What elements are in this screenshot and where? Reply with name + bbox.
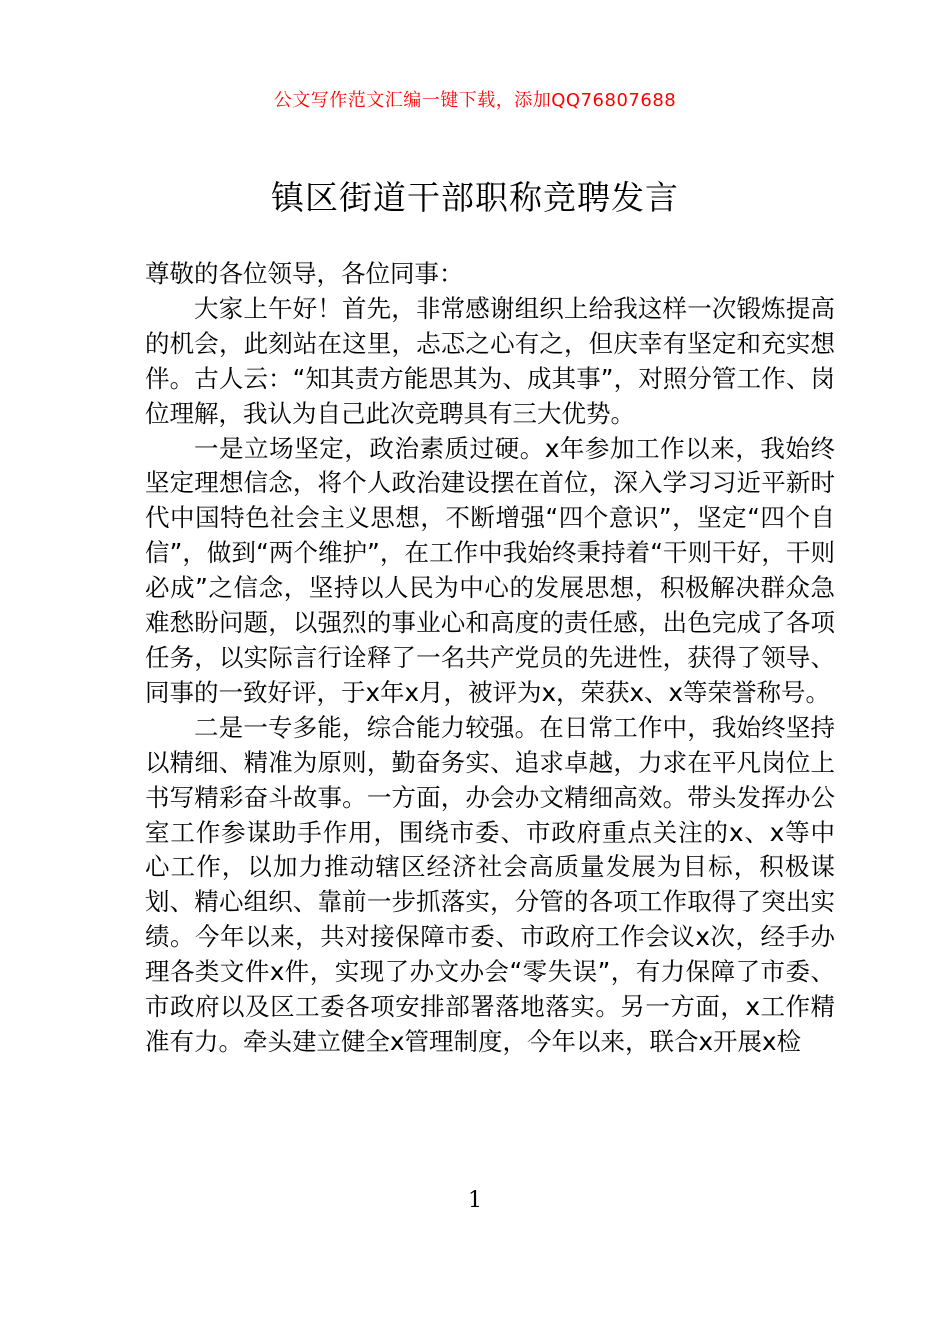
page-number: 1 bbox=[468, 1188, 482, 1213]
paragraph-opening: 大家上午好！首先，非常感谢组织上给我这样一次锻炼提高的机会，此刻站在这里，忐忑之心有之，但庆幸有坚定和充实想伴。古人云：“知其责方能思其为、成其事”，对照分管工作、岗位理解，我认为自己此次竞聘具有三大优势。 bbox=[145, 293, 835, 428]
document-title: 镇区街道干部职称竞聘发言 bbox=[271, 178, 679, 217]
document-body bbox=[145, 257, 835, 1060]
salutation: 尊敬的各位领导，各位同事： bbox=[145, 259, 464, 288]
download-notice[interactable]: 公文写作范文汇编一键下载，添加QQ76807688 bbox=[273, 90, 677, 111]
paragraph-political: 一是立场坚定，政治素质过硬。x年参加工作以来，我始终坚定理想信念，将个人政治建设摆在首位，深入学习习近平新时代中国特色社会主义思想，不断增强“四个意识”，坚定“四个自信”，做到“两个维护”，在工作中我始终秉持着“干则干好，干则必成”之信念，坚持以人民为中心的发展思想，积极解决群众急难愁盼问题，以强烈的事业心和高度的责任感，出色完成了各项任务，以实际言行诠释了一名共产党员的先进性，获得了领导、同事的一致好评，于x年x月，被评为x，荣获x、x等荣誉称号。 bbox=[145, 433, 835, 707]
paragraph-ability: 二是一专多能，综合能力较强。在日常工作中，我始终坚持以精细、精准为原则，勤奋务实、追求卓越，力求在平凡岗位上书写精彩奋斗故事。一方面，办会办文精细高效。带头发挥办公室工作参谋助手作用，围绕市委、市政府重点关注的x、x等中心工作，以加力推动辖区经济社会高质量发展为目标，积极谋划、精心组织、靠前一步抓落实，分管的各项工作取得了突出实绩。今年以来，共对接保障市委、市政府工作会议x次，经手办理各类文件x件，实现了办文办会“零失误”，有力保障了市委、市政府以及区工委各项安排部署落地落实。另一方面，x工作精准有力。牵头建立健全x管理制度，今年以来，联合x开展x检 bbox=[145, 712, 835, 1056]
